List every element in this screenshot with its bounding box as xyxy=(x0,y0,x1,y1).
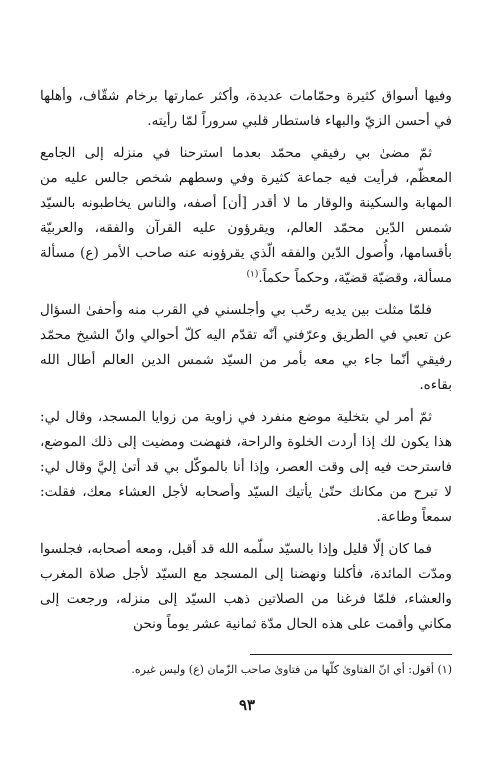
paragraph-2 xyxy=(40,141,452,291)
paragraph-4-text: ثمّ أمر لي بتخلية موضع منفرد في زاوية من زوايا المسجد، وقال لي: هذا يكون لك إذا أردت الخلوة والراحة، فنهضت ومضيت إلى ذلك الموضع، فاسترحت فيه إلى وقت العصر، وإذا أنا بالموكّل بي قد أتىٰ إليَّ وقال لي: لا تبرح من مكانك حتّىٰ يأتيك السيّد وأصحابه لأجل العشاء معك، فقلت: سمعاً وطاعة. xyxy=(40,409,452,525)
paragraph-2-text: ثمّ مضىٰ بي رفيقي محمّد بعدما استرحنا في منزله إلى الجامع المعظّم، فرأيت فيه جماعة كثيرة وفي وسطهم شخص جالس عليه من المهابة والسكينة والوقار ما لا أقدر [أن] أصفه، والناس يخاطبونه بالسيّد شمس الدّين محمّد العالم، ويقرؤون عليه القرآن والفقه، والعربيّة بأقسامها، وأُصول الدّين والفقه الّذي يقرؤونه عنه صاحب الأمر (ع) مسألة مسألة، وقضيّة قضيّة، وحكماً حكماً. xyxy=(40,145,452,286)
paragraph-3-text: فلمّا مثلت بين يديه رحّب بي وأجلسني في القرب منه وأحفىٰ السؤال عن تعبي في الطريق وعرّفني أنّه تقدّم اليه كلّ أحوالي وانّ الشيخ محمّد رفيقي أنّما جاء بي معه بأمر من السيّد شمس الدين العالم أطال الله بقاءه. xyxy=(40,302,452,393)
footnote-divider xyxy=(250,654,452,655)
footnote-text: (١) أقول: أي انّ الفتاوىٰ كلّها من فتاوىٰ صاحب الزّمان (ع) وليس غيره. xyxy=(131,663,452,676)
main-text xyxy=(40,84,452,644)
paragraph-1-text: وفيها أسواق كثيرة وحمّامات عديدة، وأكثر عمارتها برخام شقّاف، وأهلها في أحسن الزيّ والبهاء فاستطار قلبي سروراً لمّا رأيته. xyxy=(40,88,452,129)
paragraph-5-text: فما كان إلّا قليل وإذا بالسيّد سلّمه الله قد أقبل، ومعه أصحابه، فجلسوا ومدّت المائدة، فأكلنا ونهضنا إلى المسجد مع السيّد لأجل صلاة المغرب والعشاء، فلمّا فرغنا من الصلاتين ذهب السيّد إلى منزله، ورجعت إلى مكاني وأقمت على هذه الحال مدّة ثمانية عشر يوماً ونحن xyxy=(40,541,452,632)
footnote-marker: (١) xyxy=(246,269,259,280)
page-number: ٩٣ xyxy=(238,696,256,714)
paragraph-1 xyxy=(40,84,452,134)
paragraph-3 xyxy=(40,298,452,398)
paragraph-5 xyxy=(40,537,452,637)
footnote xyxy=(40,661,452,679)
paragraph-4 xyxy=(40,405,452,530)
